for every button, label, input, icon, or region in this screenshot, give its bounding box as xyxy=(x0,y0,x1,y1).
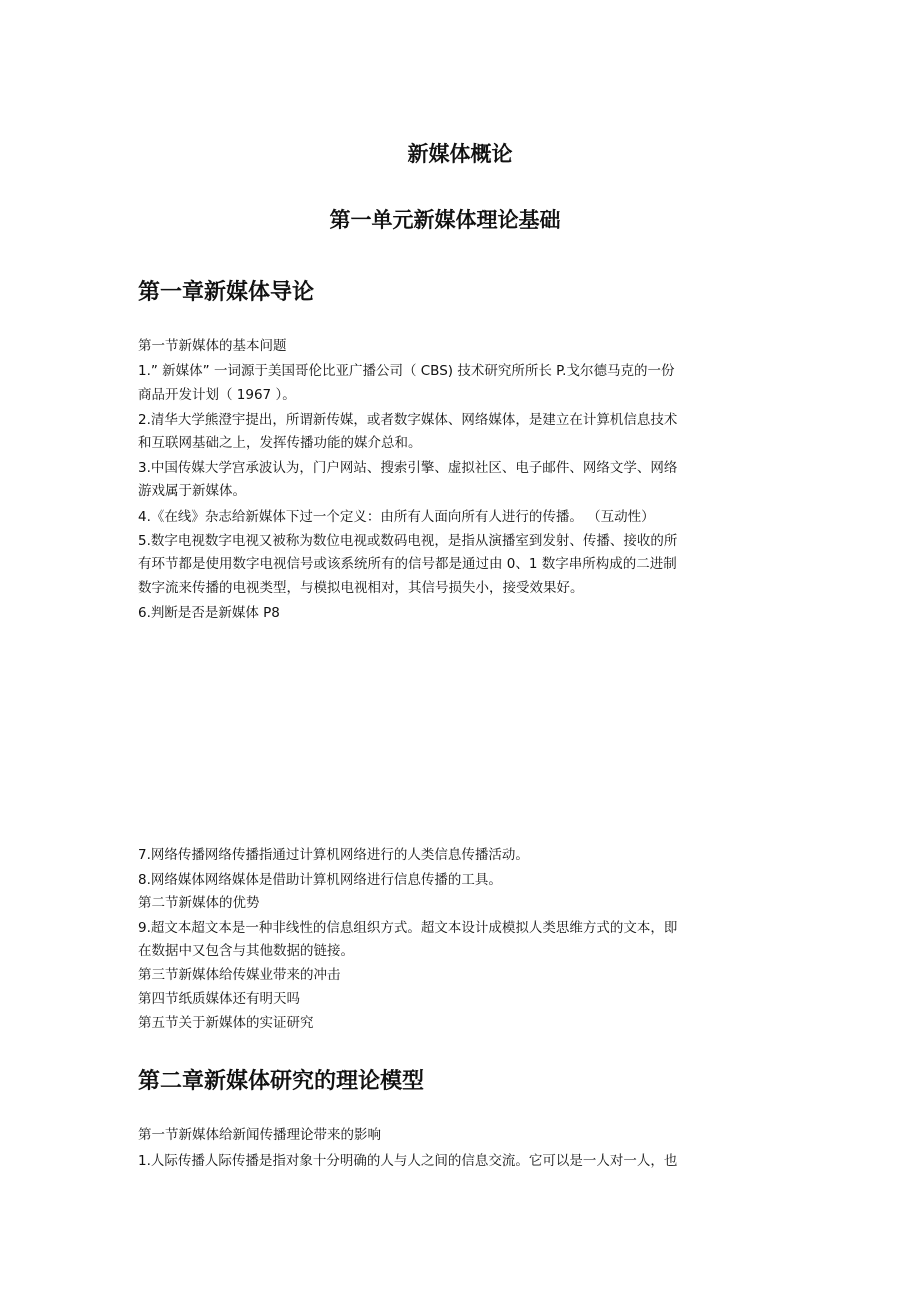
paragraph-line: 和互联网基础之上，发挥传播功能的媒介总和。 xyxy=(138,435,422,451)
paragraph-line: 4.《在线》杂志给新媒体下过一个定义：由所有人面向所有人进行的传播。 （互动性） xyxy=(138,509,655,525)
chapter-1-section-1-title: 第一节新媒体的基本问题 xyxy=(138,338,287,354)
document-title: 新媒体概论 xyxy=(407,142,513,166)
paragraph-line: 商品开发计划（ 1967 ）。 xyxy=(138,387,296,403)
paragraph-line: 有环节都是使用数字电视信号或该系统所有的信号都是通过由 0、1 数字串所构成的二进制 xyxy=(138,556,677,572)
paragraph-line: 数字流来传播的电视类型，与模拟电视相对，其信号损失小，接受效果好。 xyxy=(138,580,584,596)
paragraph-line: 在数据中又包含与其他数据的链接。 xyxy=(138,943,354,959)
chapter-1-section-2-title: 第二节新媒体的优势 xyxy=(138,895,260,911)
paragraph-line: 9.超文本超文本是一种非线性的信息组织方式。超文本设计成模拟人类思维方式的文本，即 xyxy=(138,920,678,936)
paragraph-line: 8.网络媒体网络媒体是借助计算机网络进行信息传播的工具。 xyxy=(138,872,502,888)
chapter-2-heading: 第二章新媒体研究的理论模型 xyxy=(138,1069,425,1094)
chapter-1-section-3-title: 第三节新媒体给传媒业带来的冲击 xyxy=(138,967,341,983)
chapter-1-heading: 第一章新媒体导论 xyxy=(138,280,315,305)
paragraph-line: 6.判断是否是新媒体 P8 xyxy=(138,605,280,621)
paragraph-line: 1.人际传播人际传播是指对象十分明确的人与人之间的信息交流。它可以是一人对一人，也 xyxy=(138,1153,678,1169)
chapter-2-section-1-title: 第一节新媒体给新闻传播理论带来的影响 xyxy=(138,1127,381,1143)
chapter-1-section-4-title: 第四节纸质媒体还有明天吗 xyxy=(138,991,300,1007)
unit-title: 第一单元新媒体理论基础 xyxy=(329,208,561,232)
chapter-1-section-5-title: 第五节关于新媒体的实证研究 xyxy=(138,1015,314,1031)
paragraph-line: 2.清华大学熊澄宇提出，所谓新传媒，或者数字媒体、网络媒体，是建立在计算机信息技术 xyxy=(138,412,678,428)
paragraph-line: 7.网络传播网络传播指通过计算机网络进行的人类信息传播活动。 xyxy=(138,847,529,863)
paragraph-line: 5.数字电视数字电视又被称为数位电视或数码电视，是指从演播室到发射、传播、接收的所 xyxy=(138,533,678,549)
paragraph-line: 游戏属于新媒体。 xyxy=(138,483,246,499)
paragraph-line: 3.中国传媒大学宫承波认为，门户网站、搜索引擎、虚拟社区、电子邮件、网络文学、网络 xyxy=(138,460,678,476)
paragraph-line: 1.” 新媒体” 一词源于美国哥伦比亚广播公司（ CBS) 技术研究所所长 P.戈尔德马克的一份 xyxy=(138,363,675,379)
